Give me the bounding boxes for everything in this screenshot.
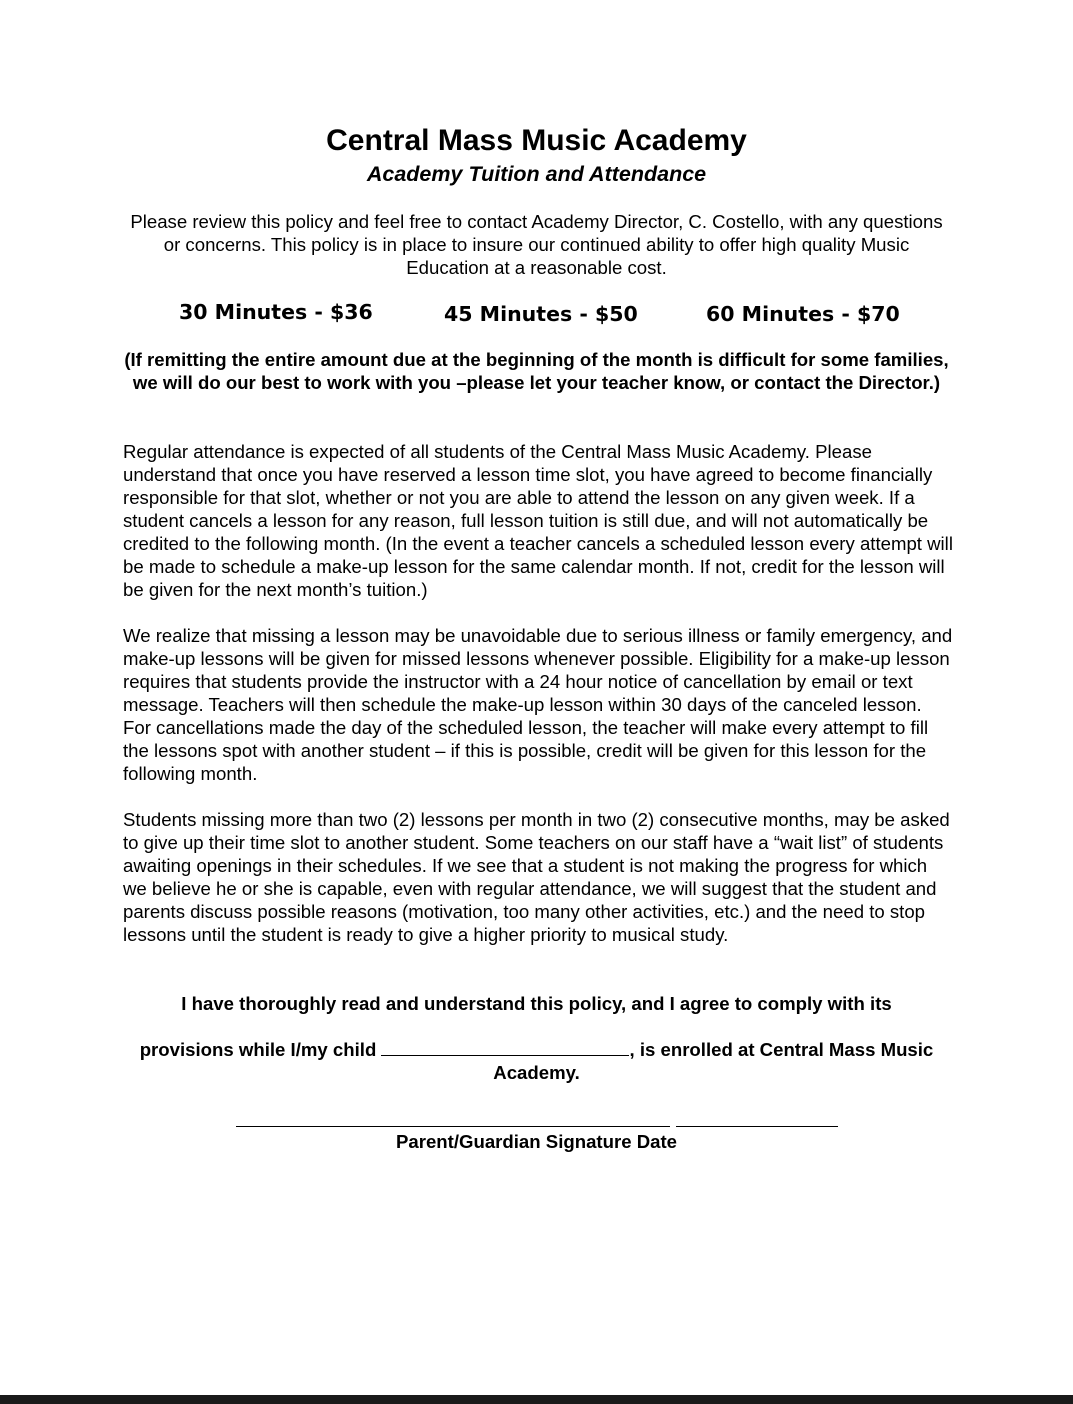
price-45-minutes: 45 Minutes - $50 bbox=[444, 302, 638, 326]
signature-date-label: Parent/Guardian Signature Date bbox=[395, 1131, 678, 1152]
price-60-minutes: 60 Minutes - $70 bbox=[706, 302, 900, 326]
remit-note: (If remitting the entire amount due at the beginning of the month is difficult for some families, we will do our best to work with you –please let your teacher know, or contact the Director.) bbox=[124, 349, 949, 393]
agreement-after-blank: , is enrolled at Central Mass Music Academy. bbox=[493, 1039, 934, 1083]
page-title: Central Mass Music Academy bbox=[326, 124, 747, 157]
page-subtitle: Academy Tuition and Attendance bbox=[366, 162, 707, 186]
agreement-line-2 bbox=[120, 1038, 953, 1084]
bottom-bar bbox=[0, 1395, 1073, 1404]
signature-line[interactable] bbox=[236, 1126, 670, 1127]
date-line[interactable] bbox=[676, 1126, 838, 1127]
attendance-paragraph: Regular attendance is expected of all students of the Central Mass Music Academy. Please understand that once you have reserved a lesson time slot, you have agreed to become financially responsible for that slot, whether or not you are able to attend the lesson on any given week. If a student cancels a lesson for any reason, full lesson tuition is still due, and will not automatically be credited to the following month. (In the event a teacher cancels a scheduled lesson every attempt will be made to schedule a make-up lesson for the same calendar month. If not, credit for the lesson will be given for the next month’s tuition.) bbox=[123, 441, 953, 600]
intro-paragraph: Please review this policy and feel free to contact Academy Director, C. Costello, with any questions or concerns. This policy is in place to insure our continued ability to offer high quality Music Education at a reasonable cost. bbox=[130, 211, 943, 278]
agreement-before-blank: provisions while I/my child bbox=[139, 1039, 377, 1060]
makeup-paragraph: We realize that missing a lesson may be unavoidable due to serious illness or family emergency, and make-up lessons will be given for missed lessons whenever possible. Eligibility for a make-up lesson requires that students provide the instructor with a 24 hour notice of cancellation by email or text message. Teachers will then schedule the make-up lesson within 30 days of the canceled lesson. For cancellations made the day of the scheduled lesson, the teacher will make every attempt to fill the lessons spot with another student – if this is possible, credit will be given for this lesson for the following month. bbox=[123, 625, 953, 784]
agreement-line-1: I have thoroughly read and understand this policy, and I agree to comply with its bbox=[181, 993, 892, 1014]
child-name-blank[interactable] bbox=[381, 1041, 629, 1056]
price-30-minutes: 30 Minutes - $36 bbox=[179, 300, 373, 324]
missed-lessons-paragraph: Students missing more than two (2) lessons per month in two (2) consecutive months, may be asked to give up their time slot to another student. Some teachers on our staff have a “wait list” of students awaiting openings in their schedules. If we see that a student is not making the progress for which we believe he or she is capable, even with regular attendance, we will suggest that the student and parents discuss possible reasons (motivation, too many other activities, etc.) and the need to stop lessons until the student is ready to give a higher priority to musical study. bbox=[123, 809, 950, 945]
